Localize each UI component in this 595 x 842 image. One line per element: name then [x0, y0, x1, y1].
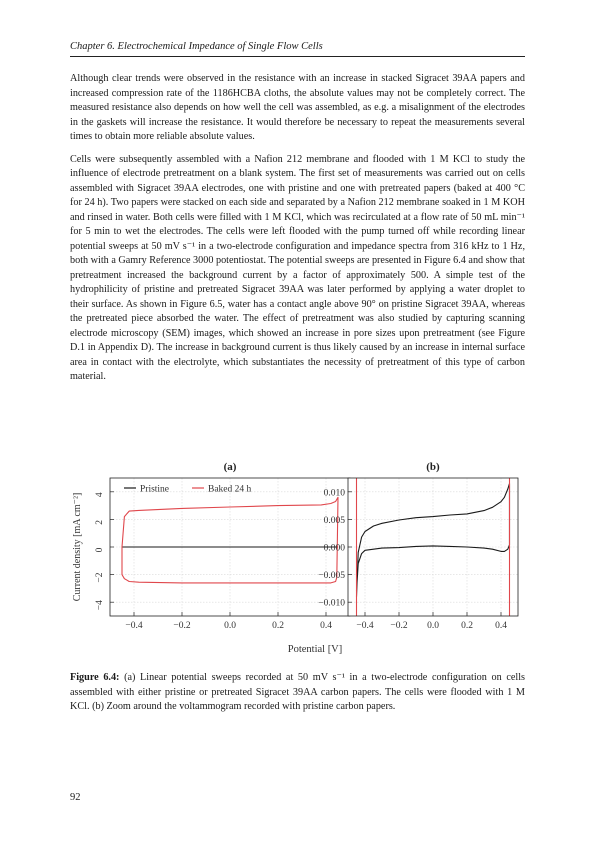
y-axis-label: Current density [mA cm⁻²]	[72, 492, 83, 602]
paragraph-2: Cells were subsequently assembled with a Nafion 212 membrane and flooded with 1 M KCl to study the influence of electrode pretreatment on a blank system. The first set of measurements was carried out on cells assembled with Sigracet 39AA electrodes, one with pristine and one with pretreated papers (baked at 400 °C for 24 h). Two papers were stacked on each side and separated by a Nafion 212 membrane soaked in 1 M KOH and rinsed in water. Both cells were filled with 1 M KCl, which was recirculated at a flow rate of 50 mL min⁻¹ for 5 min to wet the electrodes. The cells were left flooded with the pump turned off while recording linear potential sweeps at 50 mV s⁻¹ in a two-electrode configuration and impedance spectra from 316 kHz to 1 Hz, both with a Gamry Reference 3000 potentiostat. The potential sweeps are presented in Figure 6.4 and show that pretreatment increased the background current by a factor of approximately 500. A simple test of the hydrophilicity of pristine and pretreated Sigracet 39AA was later performed by applying a water droplet to their surface. As shown in Figure 6.5, water has a contact angle above 90° on pristine Sigracet 39AA, whereas the pretreated piece absorbed the water. The effect of pretreatment was also studied by capturing scanning electrode microscopy (SEM) images, which showed an increase in pore sizes upon pretreatment (see Figure D.1 in Appendix D). The increase in background current is thus likely caused by an increase in internal surface area in contact with the electrolyte, which substantiates the necessity of pretreatment of this type of carbon material.	[70, 153, 526, 382]
ytick-label-b-0: 0.010	[323, 488, 345, 499]
chapter-header: Chapter 6. Electrochemical Impedance of Single Flow Cells	[70, 41, 323, 52]
ytick-label-a-4: 4	[95, 492, 105, 498]
panel-a	[110, 478, 350, 616]
xtick-label-b-0: −0.4	[356, 621, 374, 631]
xtick-label-a-0: −0.4	[125, 621, 143, 631]
xtick-label-b-3: 0.2	[461, 621, 473, 631]
ytick-label-b-3: −0.005	[318, 571, 345, 582]
ytick-label-b-2: 0.000	[323, 543, 345, 554]
panel-b	[348, 478, 518, 616]
xtick-label-a-2: 0.0	[224, 621, 236, 631]
paragraph-1: Although clear trends were observed in the resistance with an increase in stacked Sigracet 39AA papers and increased compression rate of the 1186HCBA cloths, the absolute values may not be completely correct. The measured resistance also depends on how well the cell was assembled, as e.g. a misalignment of the electrodes in the gaskets will increase the resistance. It would therefore be necessary to repeat the measurements several times to obtain more reliable absolute values.	[70, 73, 525, 142]
xtick-label-b-2: 0.0	[427, 621, 439, 631]
xtick-label-b-4: 0.4	[495, 621, 507, 631]
xtick-label-a-3: 0.2	[272, 621, 284, 631]
legend-label-1: Baked 24 h	[208, 484, 252, 495]
xtick-label-b-1: −0.2	[390, 621, 408, 631]
ytick-label-a-0: −4	[95, 600, 105, 611]
panel-title-b: (b)	[426, 461, 440, 473]
ytick-label-b-1: 0.005	[323, 515, 345, 526]
legend-label-0: Pristine	[140, 484, 170, 495]
ytick-label-b-4: −0.010	[318, 598, 345, 609]
body-text	[70, 72, 525, 393]
caption-text: (a) Linear potential sweeps recorded at 50 mV s⁻¹ in a two-electrode configuration on cells assembled with either pristine or pretreated Sigracet 39AA carbon papers. The cells were flooded with 1 M KCl. (b) Zoom around the voltammogram recorded with pristine carbon papers.	[70, 672, 525, 712]
x-axis-label: Potential [V]	[287, 644, 343, 655]
header-rule	[70, 56, 525, 57]
ytick-label-a-2: 0	[95, 547, 105, 553]
xtick-label-a-1: −0.2	[173, 621, 191, 631]
figure-6-4	[70, 456, 530, 656]
xtick-label-a-4: 0.4	[320, 621, 332, 631]
caption-label: Figure 6.4:	[70, 672, 120, 683]
ytick-label-a-3: 2	[95, 520, 105, 525]
page-number: 92	[70, 792, 81, 803]
ytick-label-a-1: −2	[95, 572, 105, 583]
figure-svg	[70, 456, 530, 656]
figure-caption	[70, 671, 525, 715]
panel-title-a: (a)	[223, 461, 237, 473]
